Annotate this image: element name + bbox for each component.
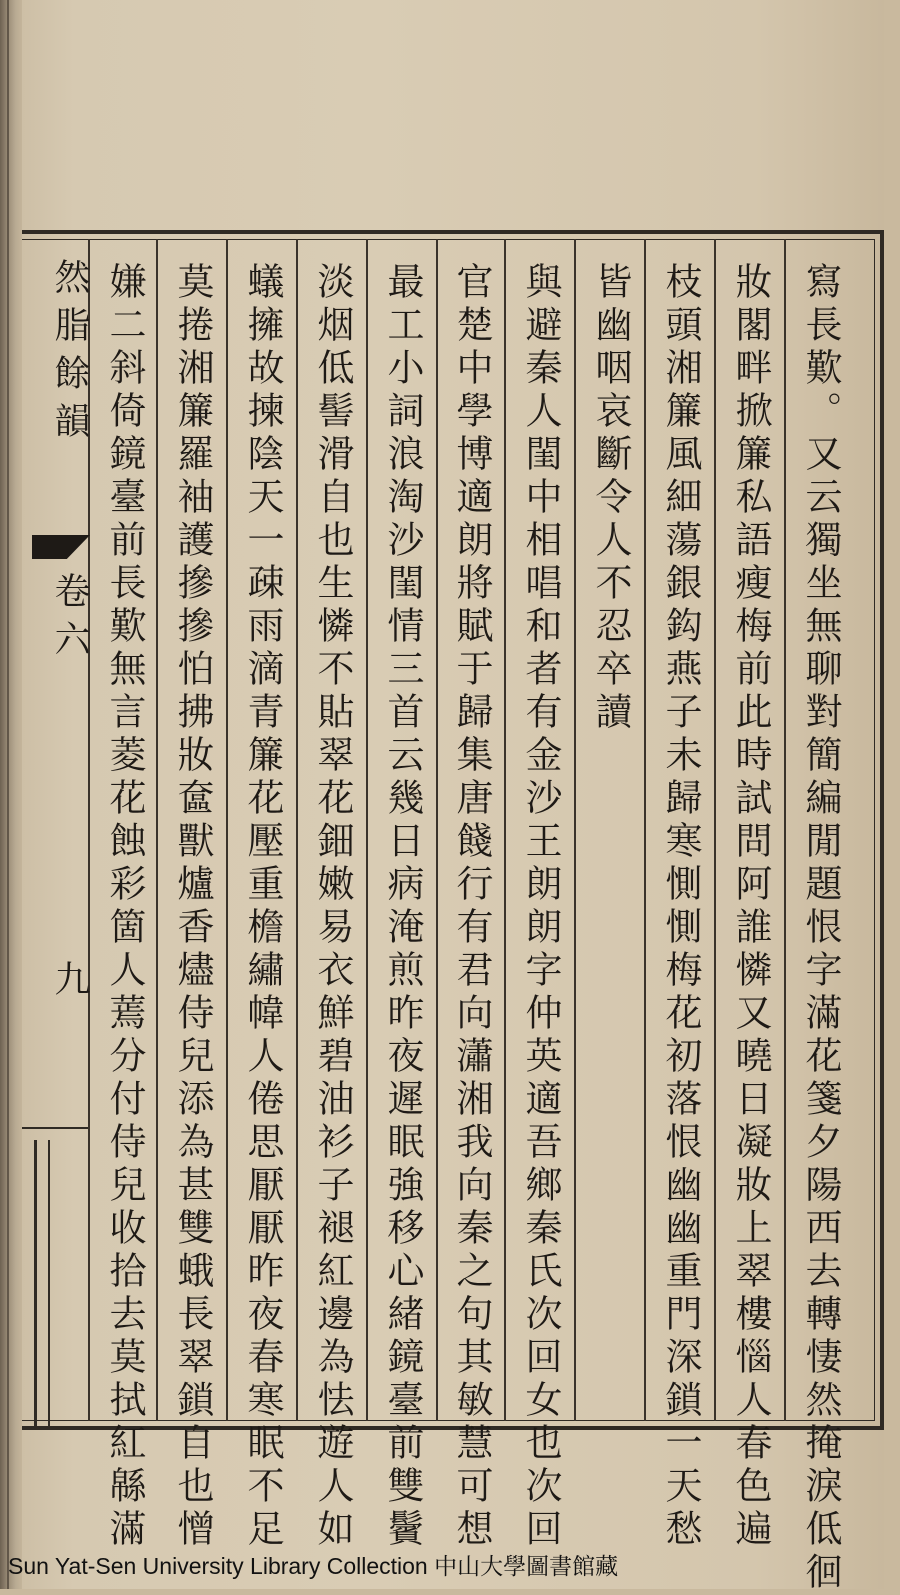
- book-page: [22, 0, 884, 1595]
- column-divider: [504, 239, 506, 1421]
- column-divider: [714, 239, 716, 1421]
- book-spine: [0, 0, 22, 1589]
- text-column-10: 莫捲湘簾羅袖護摻摻怕拂妝奩獸爐香燼侍兒添為甚雙蛾長翠鎖自也憎: [171, 262, 214, 1552]
- column-divider: [644, 239, 646, 1421]
- library-credit: Sun Yat-Sen University Library Collection 中山大學圖書館藏: [8, 1553, 619, 1579]
- text-column-8: 淡烟低髻滑自也生憐不貼翠花鈿嫩易衣鮮碧油衫子褪紅邊為怯遊人如: [311, 262, 354, 1552]
- text-column-2: 妝閣畔掀簾私語瘦梅前此時試問阿誰憐又曉日凝妝上翠樓惱人春色遍: [729, 262, 772, 1552]
- text-column-11: 嫌二斜倚鏡臺前長歎無言菱花蝕彩箇人蔫分付侍兒收拾去莫拭紅緜滿: [103, 262, 146, 1552]
- column-divider: [226, 239, 228, 1421]
- volume-label: 卷六: [49, 572, 90, 668]
- text-column-1: 寫長歎。又云獨坐無聊對簡編閒題恨字滿花箋夕陽西去轉悽然掩淚低徊: [799, 262, 842, 1595]
- text-column-9: 蟻擁故揀陰天一疎雨滴青簾花壓重檐繡幃人倦思厭厭昨夜春寒眠不足: [241, 262, 284, 1552]
- page-number: 九: [49, 960, 90, 1008]
- column-divider: [574, 239, 576, 1421]
- text-column-3: 枝頭湘簾風細蕩銀鈎燕子未歸寒惻惻梅花初落恨幽幽重門深鎖一天愁: [659, 262, 702, 1552]
- column-divider: [784, 239, 786, 1421]
- margin-rule: [22, 1127, 88, 1129]
- column-divider: [156, 239, 158, 1421]
- column-divider: [436, 239, 438, 1421]
- text-column-4: 皆幽咽哀斷令人不忍卒讀: [589, 262, 632, 735]
- column-divider: [366, 239, 368, 1421]
- text-column-6: 官楚中學博適朗將賦于歸集唐餞行有君向瀟湘我向秦之句其敏慧可想: [450, 262, 493, 1552]
- margin-bar: [48, 1140, 50, 1430]
- spine-edge-line: [7, 0, 9, 1589]
- book-title: 然脂餘韻: [49, 258, 90, 450]
- column-divider: [296, 239, 298, 1421]
- margin-bar: [34, 1140, 37, 1430]
- text-column-5: 與避秦人閨中相唱和者有金沙王朗朗字仲英適吾鄉秦氏次回女也次回: [519, 262, 562, 1552]
- text-column-7: 最工小詞浪淘沙閨情三首云幾日病淹煎昨夜遲眠強移心緒鏡臺前雙鬢: [381, 262, 424, 1552]
